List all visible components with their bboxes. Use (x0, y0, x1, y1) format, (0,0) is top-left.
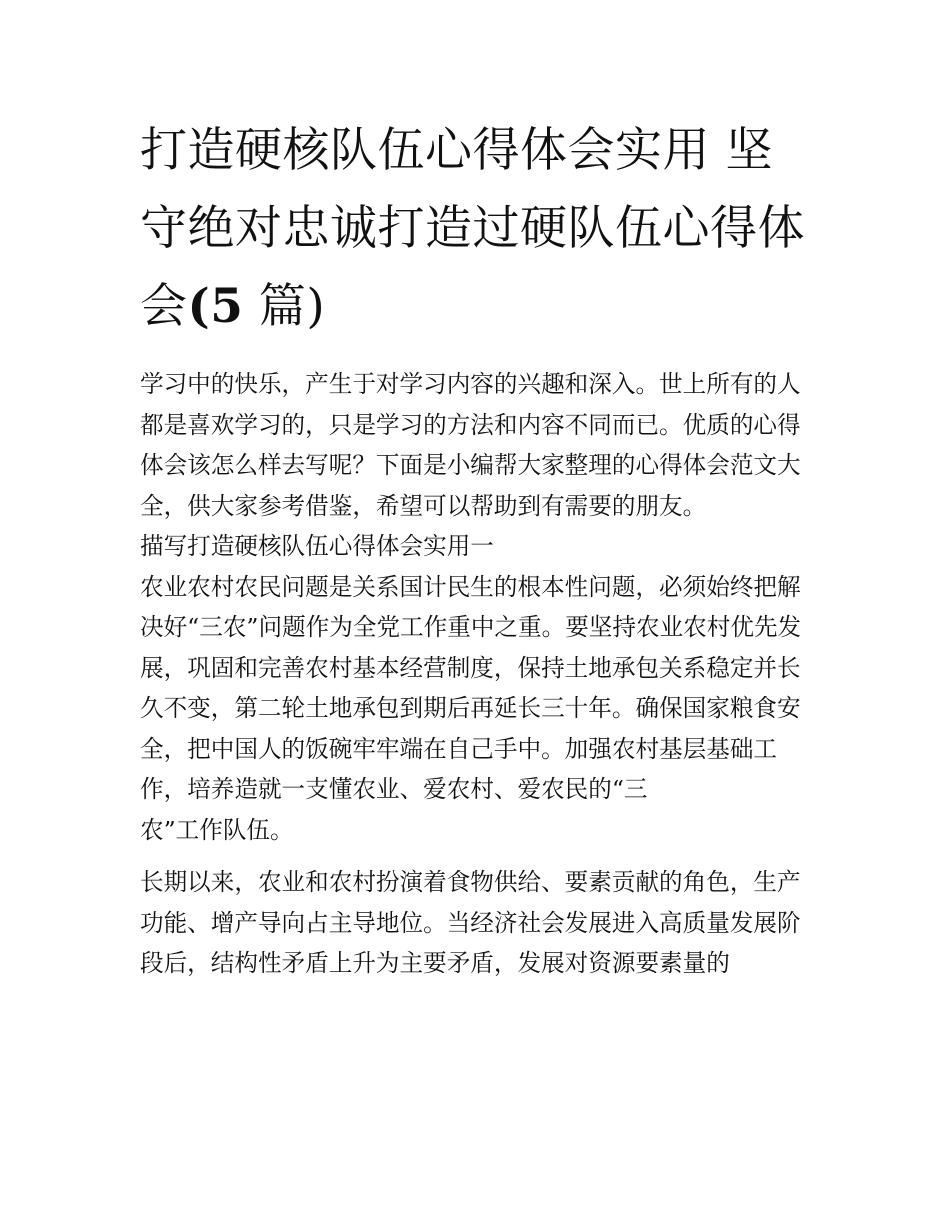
title-text: 打造硬核队伍心得体会实用 坚守绝对忠诚打造过硬队伍心得体会 (140, 123, 805, 334)
body-paragraph-1 (140, 567, 812, 851)
document-page (140, 112, 812, 984)
document-title (140, 112, 812, 346)
body-paragraph-2: 长期以来，农业和农村扮演着食物供给、要素贡献的角色，生产功能、增产导向占主导地位。当经济社会发展进入高质量发展阶段后，结构性矛盾上升为主要矛盾，发展对资源要素量的 (140, 868, 801, 977)
body-paragraph-1-tail: 农”工作队伍。 (140, 815, 294, 844)
title-suffix: 篇) (243, 279, 326, 334)
title-count: (5 (187, 279, 244, 334)
intro-paragraph: 学习中的快乐，产生于对学习内容的兴趣和深入。世上所有的人都是喜欢学习的，只是学习的方法和内容不同而已。优质的心得体会该怎么样去写呢？下面是小编帮大家整理的心得体会范文大全，供大家参考借鉴，希望可以帮助到有需要的朋友。 (140, 370, 801, 520)
section-heading: 描写打造硬核队伍心得体会实用一 (140, 532, 494, 560)
body-paragraph-1-text: 农业农村农民问题是关系国计民生的根本性问题，必须始终把解决好“三农”问题作为全党工作重中之重。要坚持农业农村优先发展，巩固和完善农村基本经营制度，保持土地承包关系稳定并长久不变，第二轮土地承包到期后再延长三十年。确保国家粮食安全，把中国人的饭碗牢牢端在自己手中。加强农村基层基础工作，培养造就一支懂农业、爱农村、爱农民的“三 (140, 572, 802, 803)
